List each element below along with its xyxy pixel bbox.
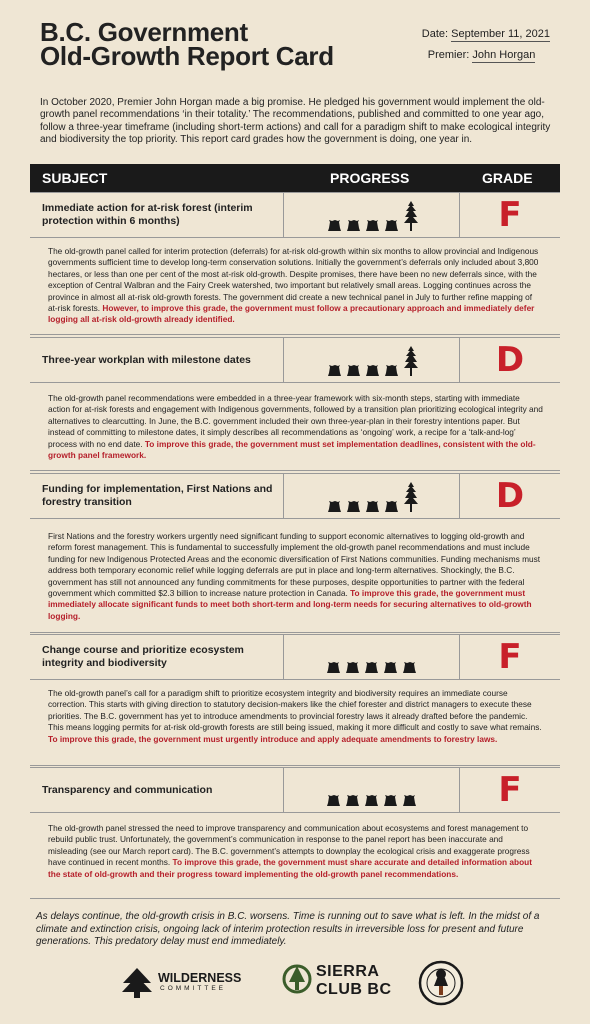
old-growth-tree-icon xyxy=(403,201,419,231)
partner-logos xyxy=(30,956,560,1016)
progress-cell xyxy=(284,474,460,518)
progress-cell xyxy=(284,768,460,812)
section-body xyxy=(48,823,544,880)
stump-icon xyxy=(384,364,399,376)
stump-icon xyxy=(326,794,341,806)
improve-text: To improve this grade, the government must immediately allocate significant funds to meet both short-term and long-term needs for securing alternatives to old-growth logging. xyxy=(48,588,532,621)
improve-text: However, to improve this grade, the government must follow a precautionary approach and immediately defer logging all at-risk old-growth already identified. xyxy=(48,303,535,325)
improve-text: To improve this grade, the government must share accurate and detailed information about the state of old-growth and their progress toward implementing the old-growth panel recommendations. xyxy=(48,857,532,879)
stump-icon xyxy=(345,661,360,673)
wilderness-committee-logo xyxy=(120,964,250,1004)
section-divider xyxy=(30,470,560,471)
progress-cell xyxy=(284,193,460,237)
progress-cell xyxy=(284,635,460,679)
progress-icons xyxy=(325,344,419,376)
old-growth-tree-icon xyxy=(403,482,419,512)
old-growth-tree-icon xyxy=(403,346,419,376)
progress-icons xyxy=(324,774,419,806)
stump-icon xyxy=(383,794,398,806)
sierra-sub: CLUB BC xyxy=(316,981,392,998)
section-text: The old-growth panel’s call for a paradigm shift to prioritize ecosystem integrity and biodiversity requires an immediate course correction. This starts with giving direction to statutory decision-makers like the chief forester and district managers to execute these priorities. The B.C. government has yet to introduce amendments to provincial forestry laws it already drafted before the pandemic. This means logging permits for at-risk old-growth forests are still being issued, making it more difficult and costly to save what remains. xyxy=(48,688,542,733)
stump-icon xyxy=(364,661,379,673)
afa-seal-icon xyxy=(418,956,464,1010)
stump-icon xyxy=(384,219,399,231)
subject-cell: Three-year workplan with milestone dates xyxy=(30,338,284,382)
col-progress: PROGRESS xyxy=(330,170,410,186)
stump-icon xyxy=(327,500,342,512)
subject-cell: Funding for implementation, First Nations and forestry transition xyxy=(30,474,284,518)
section-divider xyxy=(30,765,560,766)
stump-icon xyxy=(346,219,361,231)
report-meta xyxy=(422,28,550,70)
subject-row xyxy=(30,767,560,813)
section-text: The old-growth panel recommendations were embedded in a three-year framework with six-month steps, starting with immediate action for at-risk forests and engagement with Indigenous governments, followed by a transition plan prioritizing ecological integrity and alternatives to clearcutting. In June, the B.C. government included their own three-year-plan in their forestry intentions paper. But instead of committing to milestone dates, it simply describes all recommendations as ‘ongoing’ work, a recipe for a ‘talk-and-log’ process with no end date. xyxy=(48,393,543,449)
stump-icon xyxy=(345,794,360,806)
col-grade: GRADE xyxy=(482,170,533,186)
subject-row xyxy=(30,337,560,383)
improve-text: To improve this grade, the government must set implementation deadlines, consistent with the old-growth panel framework. xyxy=(48,438,536,461)
stump-icon xyxy=(346,364,361,376)
premier-value: John Horgan xyxy=(472,49,536,61)
premier-label: Premier: xyxy=(427,49,470,61)
report-header xyxy=(40,17,550,80)
progress-icons xyxy=(325,480,419,512)
table-header xyxy=(30,164,560,192)
date-label: Date: xyxy=(421,28,449,40)
grade-badge: D xyxy=(495,340,525,380)
section-body xyxy=(48,246,544,326)
sierra-club-logo xyxy=(282,958,402,1006)
stump-icon xyxy=(346,500,361,512)
sierra-name: SIERRA xyxy=(316,963,380,980)
intro-paragraph: In October 2020, Premier John Horgan made a big promise. He pledged his government would implement the old-growth panel recommendations ‘in their totality.’ The recommendations, published and committed to one year ago, follow a three-year timeframe (including short-term actions) and call for a paradigm shift to make ecological integrity and biodiversity the top priority. This report card grades how the government is doing, one year in. xyxy=(40,97,551,145)
progress-cell xyxy=(284,338,460,382)
stump-icon xyxy=(365,500,380,512)
subject-row xyxy=(30,634,560,680)
stump-icon xyxy=(326,661,341,673)
subject-row xyxy=(30,473,560,519)
date-value: September 11, 2021 xyxy=(451,28,550,40)
section-text: The old-growth panel stressed the need to improve transparency and communication about ecosystems and forest management to rebuild public trust. Unfortunately, the government’s communication in response to the panel report has been inaccurate and misleading (see our March report card). The B.C. government’s attempts to downplay the ecological crisis and exaggerate progress have continued in recent months. xyxy=(48,823,530,868)
title-line-1: B.C. Government xyxy=(40,17,248,47)
section-body xyxy=(48,393,544,461)
section-body xyxy=(48,531,544,622)
section-divider xyxy=(30,334,560,335)
subject-cell: Immediate action for at-risk forest (interim protection within 6 months) xyxy=(30,193,284,237)
closing-statement: As delays continue, the old-growth crisis in B.C. worsens. Time is running out to save what is left. In the midst of a climate and extinction crisis, ongoing lack of interim protection results in irreversible loss for present and future generations. This predatory delay must end immediately. xyxy=(36,911,540,947)
stump-icon xyxy=(365,219,380,231)
stump-icon xyxy=(365,364,380,376)
grade-badge: D xyxy=(495,476,525,516)
ancient-forest-alliance-logo xyxy=(418,956,464,1010)
stump-icon xyxy=(327,364,342,376)
stump-icon xyxy=(384,500,399,512)
section-text: First Nations and the forestry workers urgently need significant funding to support economic alternatives to logging old-growth and reform forest management. This is fundamental to successfully implement the old-growth panel recommendations and must include funding for new Indigenous Protected Areas and the economic diversification of First Nations communities. Funding mechanisms must address both temporary economic relief while logging deferrals are put in place and long-term alternatives. Shockingly, the B.C. government has still not announced any funding commitments for these purposes, despite opportunities to partner with the federal government which committed $2.3 billion to increase nature protection in Canada. xyxy=(48,531,541,599)
sierra-tree-icon xyxy=(282,960,312,998)
grade-badge: F xyxy=(498,195,522,235)
section-divider xyxy=(30,632,560,633)
wilderness-sub: COMMITTEE xyxy=(160,985,226,992)
stump-icon xyxy=(402,794,417,806)
grade-badge: F xyxy=(498,770,522,810)
title-line-2: Old-Growth Report Card xyxy=(40,41,334,71)
section-body xyxy=(48,688,544,745)
section-divider xyxy=(30,898,560,899)
stump-icon xyxy=(383,661,398,673)
wilderness-name: WILDERNESS xyxy=(158,971,242,985)
stump-icon xyxy=(402,661,417,673)
stump-icon xyxy=(327,219,342,231)
grade-badge: F xyxy=(498,637,522,677)
col-subject: SUBJECT xyxy=(42,170,108,186)
subject-row xyxy=(30,192,560,238)
progress-icons xyxy=(324,641,419,673)
progress-icons xyxy=(325,199,419,231)
subject-cell: Change course and prioritize ecosystem integrity and biodiversity xyxy=(30,635,284,679)
stump-icon xyxy=(364,794,379,806)
wilderness-tree-icon xyxy=(120,966,154,1000)
subject-cell: Transparency and communication xyxy=(30,768,284,812)
section-text: The old-growth panel called for interim protection (deferrals) for at-risk old-growth within six months to allow provincial and Indigenous governments sufficient time to develop long-term conservation solutions. Initially the government’s deferrals only included about 3,800 hectares, or less than one per cent of the most at-risk old-growth. Despite promises, there have been no new deferrals since, with the exception of Central Walbran and the Fairy Creek watershed, two important but relatively small areas. Logging continues across the province in almost all at-risk old-growth forests. The government did create a new technical panel in July to further refine mapping of at-risk forests. xyxy=(48,246,539,314)
improve-text: To improve this grade, the government must urgently introduce and apply adequate amendments to forestry laws. xyxy=(48,733,498,744)
